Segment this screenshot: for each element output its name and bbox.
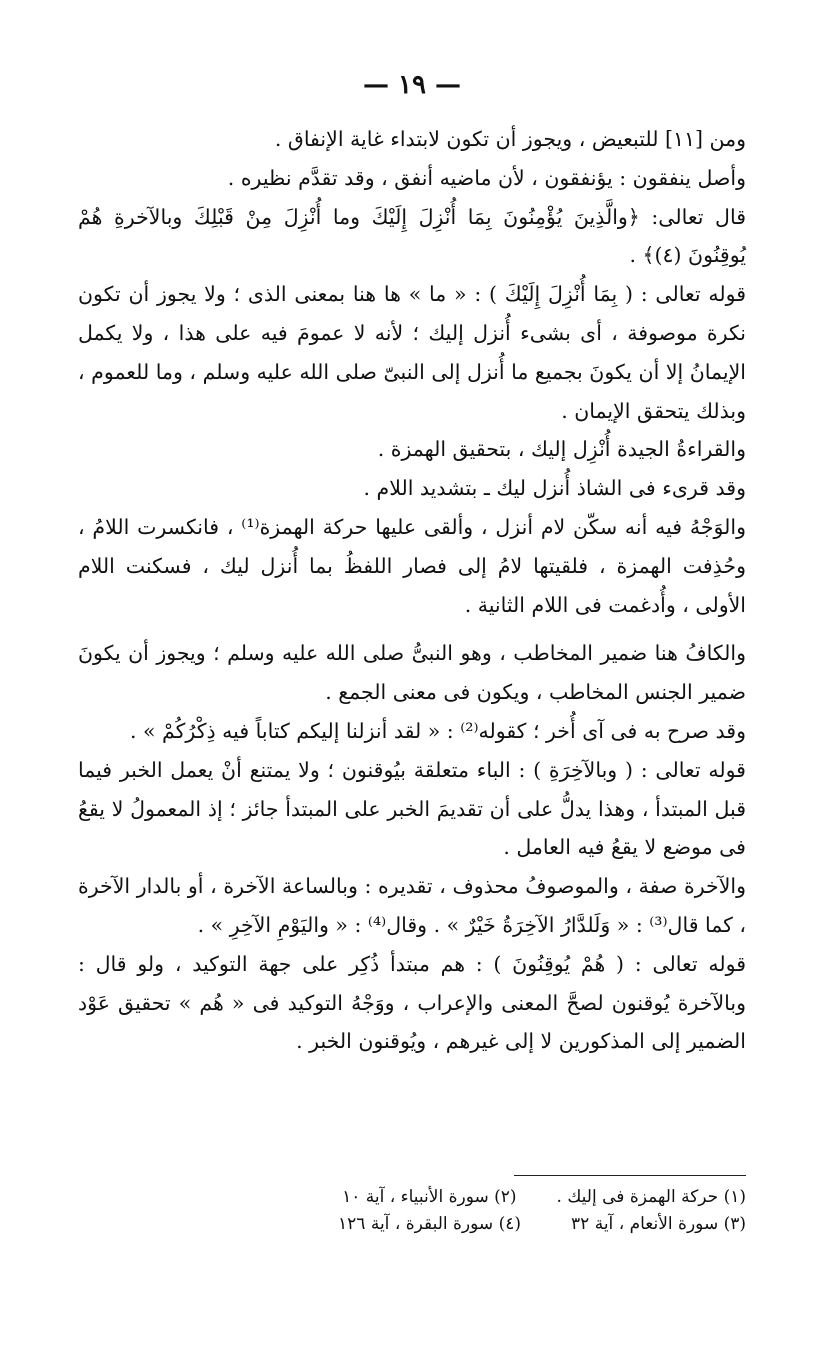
paragraph: قوله تعالى : ( وبالآخِرَةِ ) : الباء متعلقة بيُوقنون ؛ ولا يمتنع أنْ يعمل الخبر فيما قبل المبتدأ ، وهذا يدلُّ على أن تقديمَ الخبر على المبتدأ جائز ؛ إذ المعمولُ لا يقعُ فى موضع لا يقعُ فيه العامل .: [78, 757, 746, 860]
paragraph: وقد قرىء فى الشاذ أُنزل ليك ـ بتشديد اللام .: [363, 476, 746, 501]
footnote-1: (١) حركة الهمزة فى إليك .: [556, 1187, 746, 1207]
page-number: — ١٩ —: [362, 70, 462, 100]
footnote-2: (٢) سورة الأنبياء ، آية ١٠: [342, 1187, 517, 1207]
paragraph: والقراءةُ الجيدة أُنْزِل إليك ، بتحقيق الهمزة .: [377, 437, 746, 462]
quran-verse: قال تعالى: ﴿والَّذِينَ يُؤْمِنُونَ بِمَا أُنْزِلَ إِلَيْكَ وما أُنْزِلَ مِنْ قَبْلِكَ وبالآخرةِ هُمْ يُوقِنُونَ (٤)﴾ .: [78, 204, 746, 268]
footnote-4: (٤) سورة البقرة ، آية ١٢٦: [338, 1214, 521, 1234]
paragraph: والآخرة صفة ، والموصوفُ محذوف ، تقديره : وبالساعة الآخرة ، أو بالدار الآخرة ، كما قال⁽³⁾ : « وَلَلدَّارُ الآخِرَةُ خَيْرٌ » . وقال⁽⁴⁾ : « واليَوْمِ الآخِرِ » .: [78, 874, 746, 937]
footnote-row: [78, 1184, 746, 1211]
footnote-divider: [514, 1175, 746, 1176]
footnotes: [78, 1175, 746, 1238]
body-text: [78, 120, 746, 1061]
paragraph: ومن [١١] للتبعيض ، ويجوز أن تكون لابتداء غاية الإنفاق .: [274, 127, 746, 151]
paragraph: والوَجْهُ فيه أنه سكّن لام أنزل ، وألقى عليها حركة الهمزة⁽¹⁾ ، فانكسرت اللامُ ، وحُذِفت الهمزة ، فلقيتها لامُ إلى فصار اللفظُ بما أُنزل ليك ، فسكنت اللام الأولى ، وأُدغمت فى اللام الثانية .: [78, 514, 746, 617]
paragraph: وأصل ينفقون : يؤنفقون ، لأن ماضيه أنفق ، وقد تقدَّم نظيره .: [227, 165, 746, 190]
paragraph: قوله تعالى : ( هُمْ يُوقِنُونَ ) : هم مبتدأ ذُكِر على جهة التوكيد ، ولو قال : وبالآخرة يُوقنون لصحَّ المعنى والإعراب ، ووَجْهُ التوكيد فى « هُم » تحقيق عَوْد الضمير إلى المذكورين لا إلى غيرهم ، ويُوقنون الخبر .: [78, 951, 746, 1054]
paragraph: قوله تعالى : ( بِمَا أُنْزِلَ إِلَيْكَ ) : « ما » ها هنا بمعنى الذى ؛ ولا يجوز أن تكون نكرة موصوفة ، أى بشىء أُنزل إليك ؛ لأنه لا عمومَ فيه على هذا ، ولا يكمل الإيمانُ إلا أن يكونَ بجميع ما أُنزل إلى النبىّ صلى الله عليه وسلم ، وما للعموم ، وبذلك يتحقق الإيمان .: [78, 282, 746, 423]
paragraph: والكافُ هنا ضمير المخاطب ، وهو النبىُّ صلى الله عليه وسلم ؛ ويجوز أن يكونَ ضمير الجنس المخاطب ، ويكون فى معنى الجمع .: [78, 641, 746, 705]
footnote-3: (٣) سورة الأنعام ، آية ٣٢: [571, 1214, 746, 1234]
paragraph: وقد صرح به فى آى أُخر ؛ كقوله⁽²⁾ : « لقد أنزلنا إليكم كتاباً فيه ذِكْرُكُمْ » .: [129, 718, 746, 743]
footnote-row: [78, 1211, 746, 1238]
